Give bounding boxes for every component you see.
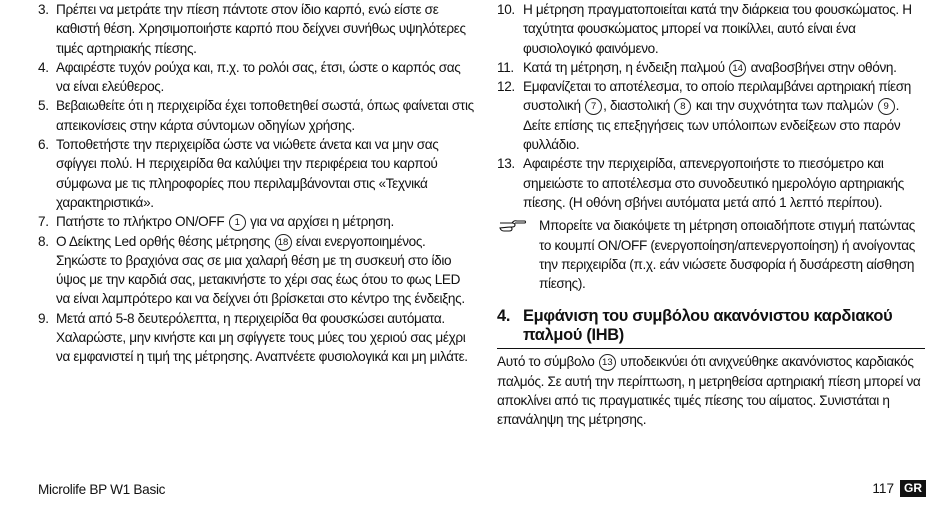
list-item <box>38 96 474 135</box>
list-item-text <box>523 77 925 154</box>
text-run: Αφαιρέστε την περιχειρίδα, απενεργοποιήστε το πιεσόμετρο και σημειώστε το αποτέλεσμα στο συνοδευτικό ημερολόγιο αρτηριακής πίεσης. (Η οθόνη σβήνει αυτόματα μετά από 1 λεπτό περίπου). <box>523 156 904 210</box>
list-item-number: 6. <box>38 137 49 153</box>
language-badge: GR <box>900 480 926 497</box>
list-item-number: 4. <box>38 59 49 75</box>
text-run: Η μέτρηση πραγματοποιείται κατά την διάρκεια του φουσκώματος. Η ταχύτητα φουσκώματος μπορεί να ποικίλλει, αυτό είναι ένα φυσιολογικό φαινόμενο. <box>523 2 912 56</box>
list-item <box>38 135 474 212</box>
list-item-number: 8. <box>38 233 49 249</box>
list-item <box>497 154 925 212</box>
circled-reference-number: 13 <box>599 354 616 371</box>
circled-reference-number: 18 <box>275 234 292 251</box>
list-item-number: 3. <box>38 2 49 17</box>
page-number: 117 <box>872 481 894 496</box>
text-run: Ο Δείκτης Led ορθής θέσης μέτρησης <box>56 233 274 249</box>
pointing-hand-icon <box>497 216 539 235</box>
circled-reference-number: 8 <box>674 98 691 115</box>
text-run: Εμφανίζεται το αποτέλεσμα, το οποίο περιλαμβάνει αρτηριακή πίεση συστολική <box>523 79 912 114</box>
list-item-number: 10. <box>497 2 515 17</box>
footer-page-info <box>872 480 926 497</box>
list-item-number: 9. <box>38 310 49 326</box>
footer-product-name: Microlife BP W1 Basic <box>38 482 166 497</box>
text-run: Αυτό το σύμβολο <box>497 354 598 370</box>
list-item-number: 5. <box>38 98 49 114</box>
right-instruction-list <box>497 0 925 212</box>
list-item-text <box>56 212 474 231</box>
section-heading <box>497 307 925 349</box>
list-item-text <box>56 309 474 367</box>
left-column <box>38 0 474 367</box>
list-item <box>497 58 925 77</box>
section-number: 4. <box>497 307 511 326</box>
text-run: Κατά τη μέτρηση, η ένδειξη παλμού <box>523 59 729 75</box>
section-paragraph <box>497 352 925 429</box>
list-item <box>497 0 925 58</box>
list-item-text <box>523 154 925 212</box>
list-item <box>497 77 925 154</box>
list-item-text <box>56 96 474 135</box>
list-item-text <box>56 58 474 97</box>
text-run: Τοποθετήστε την περιχειρίδα ώστε να νιώθετε άνετα και να μην σας σφίγγει πολύ. Η περιχειρίδα θα καλύψει την περιφέρεια του καρπού σύμφωνα με τις πληροφορίες που περιλαμβάνονται στις «Τεχνικά χαρακτηριστικά». <box>56 137 439 210</box>
section-title: Εμφάνιση του συμβόλου ακανόνιστου καρδιακού παλμού (IHB) <box>523 307 893 345</box>
circled-reference-number: 14 <box>729 60 746 77</box>
text-run: είναι ενεργοποιημένος. Σηκώστε το βραχιόνα σας σε μια χαλαρή θέση με τη συσκευή στο ίδιο ύψος με την καρδιά σας, μετακινήστε το χέρι σας έως ότου το φως LED να είναι λαμπρότερο και να δείχνει ότι βρίσκεται στο κέντρο της ένδειξης. <box>56 233 465 307</box>
text-run: για να αρχίσει η μέτρηση. <box>246 214 394 230</box>
list-item-text <box>56 135 474 212</box>
list-item-text <box>56 0 474 58</box>
list-item-text <box>523 58 925 77</box>
list-item-number: 12. <box>497 79 515 95</box>
text-run: αναβοσβήνει στην οθόνη. <box>747 59 897 75</box>
text-run: Μετά από 5-8 δευτερόλεπτα, η περιχειρίδα θα φουσκώσει αυτόματα. Χαλαρώστε, μην κινήστε και μη σφίγγετε τους μύες του χεριού σας μέχρι να εμφανιστεί η τιμή της μέτρησης. Αναπνέετε φυσιολογικά και μη μιλάτε. <box>56 310 468 365</box>
text-run: και την συχνότητα των παλμών <box>692 98 877 114</box>
list-item-number: 13. <box>497 156 515 172</box>
text-run: Πρέπει να μετράτε την πίεση πάντοτε στον ίδιο καρπό, ενώ είστε σε καθιστή θέση. Χρησιμοποιήστε καρπό που δείχνει συνήθως υψηλότερες τιμές αρτηριακής πίεσης. <box>56 2 466 56</box>
text-run: . Δείτε επίσης τις επεξηγήσεις των υπόλοιπων ενδείξεων στο παρόν φυλλάδιο. <box>523 98 901 153</box>
text-run: Αφαιρέστε τυχόν ρούχα και, π.χ. το ρολόι σας, έτσι, ώστε ο καρπός σας να είναι ελεύθερος. <box>56 59 461 95</box>
list-item <box>38 212 474 231</box>
note-text: Μπορείτε να διακόψετε τη μέτρηση οποιαδήποτε στιγμή πατώντας το κουμπί ON/OFF (ενεργοποίηση/απενεργοποίηση) ή ανοίγοντας την περιχειρίδα (π.χ. εάν νιώσετε δυσφορία ή δυσάρεστη αίσθηση πίεσης). <box>539 218 915 292</box>
circled-reference-number: 7 <box>585 98 602 115</box>
text-run: , διαστολική <box>603 98 674 114</box>
circled-reference-number: 9 <box>878 98 895 115</box>
circled-reference-number: 1 <box>229 214 246 231</box>
list-item <box>38 232 474 309</box>
text-run: υποδεικνύει ότι ανιχνεύθηκε ακανόνιστος καρδιακός παλμός. Σε αυτή την περίπτωση, η μετρηθείσα αρτηριακή πίεση μπορεί να αποκλίνει από τις πραγματικές τιμές πίεσης του αίματος. Συνιστάται η επανάληψη της μέτρησης. <box>497 354 921 428</box>
list-item <box>38 309 474 367</box>
text-run: Πατήστε το πλήκτρο ON/OFF <box>56 214 228 230</box>
left-instruction-list <box>38 0 474 367</box>
list-item-number: 7. <box>38 214 49 230</box>
list-item <box>38 0 474 58</box>
list-item-text <box>56 232 474 309</box>
note-block <box>497 216 925 293</box>
list-item-text <box>523 0 925 58</box>
list-item-number: 11. <box>497 59 514 75</box>
right-column <box>497 0 925 430</box>
text-run: Βεβαιωθείτε ότι η περιχειρίδα έχει τοποθετηθεί σωστά, όπως φαίνεται στις απεικονίσεις στην κάρτα σύντομων οδηγίων χρήσης. <box>56 98 474 133</box>
list-item <box>38 58 474 97</box>
